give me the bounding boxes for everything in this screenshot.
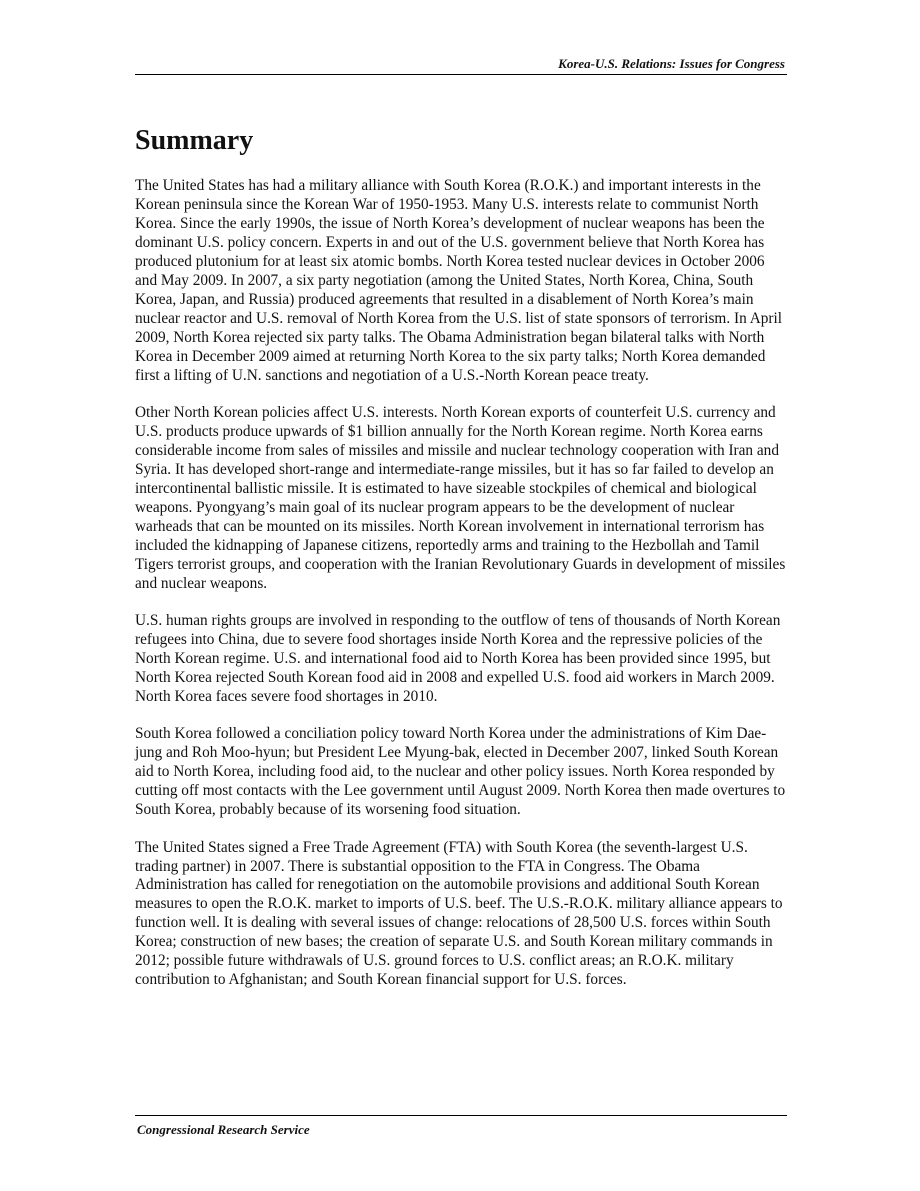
section-title: Summary xyxy=(135,125,254,156)
page-header xyxy=(135,56,787,75)
running-title: Korea-U.S. Relations: Issues for Congress xyxy=(558,56,785,71)
footer-organization: Congressional Research Service xyxy=(137,1122,310,1137)
paragraph: South Korea followed a conciliation policy toward North Korea under the administrations of Kim Dae-jung and Roh Moo-hyun; but President Lee Myung-bak, elected in December 2007, linked South Korean aid to North Korea, including food aid, to the nuclear and other policy issues. North Korea responded by cutting off most contacts with the Lee government until August 2009. North Korea then made overtures to South Korea, probably because of its worsening food situation. xyxy=(135,725,786,819)
paragraph: U.S. human rights groups are involved in responding to the outflow of tens of thousands of North Korean refugees into China, due to severe food shortages inside North Korea and the repressive policies of the North Korean regime. U.S. and international food aid to North Korea has been provided since 1995, but North Korea rejected South Korean food aid in 2008 and expelled U.S. food aid workers in March 2009. North Korea faces severe food shortages in 2010. xyxy=(135,612,781,705)
paragraph: Other North Korean policies affect U.S. interests. North Korean exports of counterfeit U.S. currency and U.S. products produce upwards of $1 billion annually for the North Korean regime. North Korea earns considerable income from sales of missiles and missile and nuclear technology cooperation with Iran and Syria. It has developed short-range and intermediate-range missiles, but it has so far failed to develop an intercontinental ballistic missile. It is estimated to have sizeable stockpiles of chemical and biological weapons. Pyongyang’s main goal of its nuclear program appears to be the development of nuclear warheads that can be mounted on its missiles. North Korean involvement in international terrorism has included the kidnapping of Japanese citizens, reportedly arms and training to the Hezbollah and Tamil Tigers terrorist groups, and cooperation with the Iranian Revolutionary Guards in development of missiles and nuclear weapons. xyxy=(135,403,786,592)
summary-body xyxy=(135,177,790,1009)
page-footer xyxy=(135,1115,787,1137)
paragraph: The United States signed a Free Trade Agreement (FTA) with South Korea (the seventh-largest U.S. trading partner) in 2007. There is substantial opposition to the FTA in Congress. The Obama Administration has called for renegotiation on the automobile provisions and additional South Korean measures to open the R.O.K. market to imports of U.S. beef. The U.S.-R.O.K. military alliance appears to function well. It is dealing with several issues of change: relocations of 28,500 U.S. forces within South Korea; construction of new bases; the creation of separate U.S. and South Korean military commands in 2012; possible future withdrawals of U.S. ground forces to U.S. conflict areas; an R.O.K. military contribution to Afghanistan; and South Korean financial support for U.S. forces. xyxy=(135,838,783,989)
paragraph: The United States has had a military alliance with South Korea (R.O.K.) and important interests in the Korean peninsula since the Korean War of 1950-1953. Many U.S. interests relate to communist North Korea. Since the early 1990s, the issue of North Korea’s development of nuclear weapons has been the dominant U.S. policy concern. Experts in and out of the U.S. government believe that North Korea has produced plutonium for at least six atomic bombs. North Korea tested nuclear devices in October 2006 and May 2009. In 2007, a six party negotiation (among the United States, North Korea, China, South Korea, Japan, and Russia) produced agreements that resulted in a disablement of North Korea’s main nuclear reactor and U.S. removal of North Korea from the U.S. list of state sponsors of terrorism. In April 2009, North Korea rejected six party talks. The Obama Administration began bilateral talks with North Korea in December 2009 aimed at returning North Korea to the six party talks; North Korea demanded first a lifting of U.N. sanctions and negotiation of a U.S.-North Korean peace treaty. xyxy=(135,177,782,384)
